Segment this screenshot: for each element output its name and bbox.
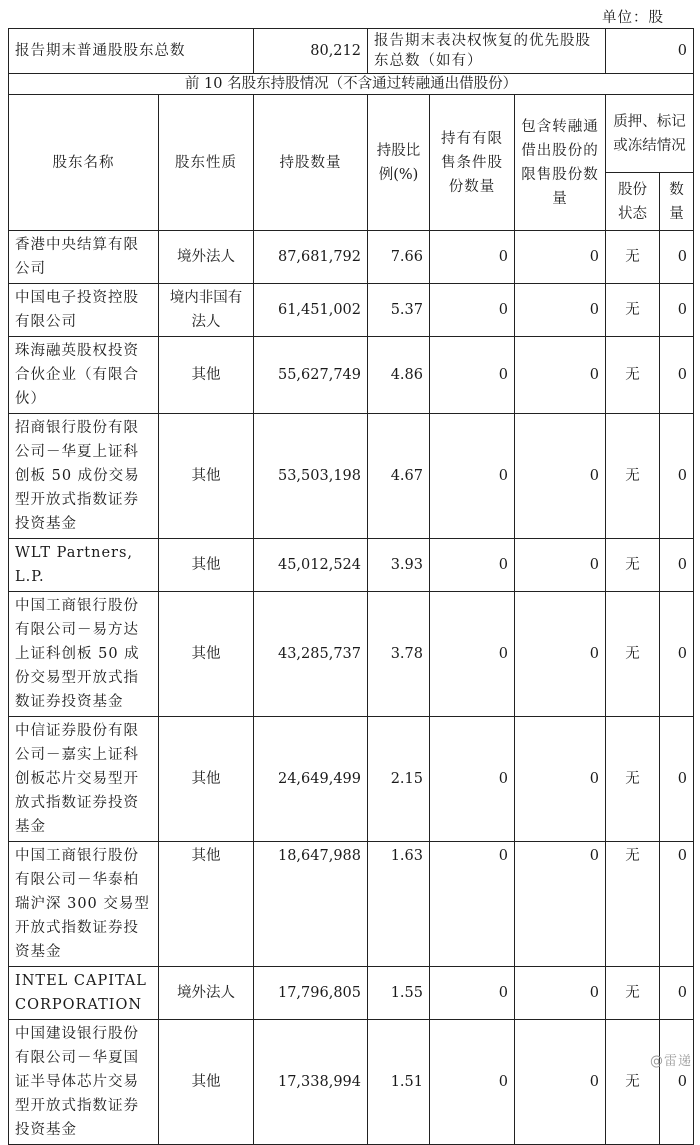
holder-nature: 其他 bbox=[159, 592, 254, 717]
pledge-qty: 0 bbox=[660, 592, 694, 717]
holder-nature: 其他 bbox=[159, 539, 254, 592]
holder-lending: 0 bbox=[515, 1020, 606, 1145]
pledge-status: 无 bbox=[606, 592, 660, 717]
holder-name: 中国建设银行股份有限公司－华夏国证半导体芯片交易型开放式指数证券投资基金 bbox=[9, 1020, 159, 1145]
holder-restricted: 0 bbox=[430, 539, 515, 592]
pledge-qty: 0 bbox=[660, 231, 694, 284]
holder-lending: 0 bbox=[515, 231, 606, 284]
holder-shares: 43,285,737 bbox=[254, 592, 368, 717]
header-nature: 股东性质 bbox=[159, 95, 254, 231]
pledge-status: 无 bbox=[606, 337, 660, 414]
pledge-qty: 0 bbox=[660, 1020, 694, 1145]
pledge-qty: 0 bbox=[660, 414, 694, 539]
holder-lending: 0 bbox=[515, 842, 606, 967]
section-title-row bbox=[9, 74, 694, 95]
holder-ratio: 3.78 bbox=[368, 592, 430, 717]
holder-ratio: 3.93 bbox=[368, 539, 430, 592]
holder-name: 香港中央结算有限公司 bbox=[9, 231, 159, 284]
holder-lending: 0 bbox=[515, 967, 606, 1020]
holder-nature: 其他 bbox=[159, 842, 254, 967]
common-holders-label: 报告期末普通股股东总数 bbox=[9, 29, 254, 74]
header-row-1 bbox=[9, 95, 694, 173]
holder-nature: 境外法人 bbox=[159, 231, 254, 284]
header-pledge: 质押、标记或冻结情况 bbox=[606, 95, 694, 173]
preferred-holders-label: 报告期末表决权恢复的优先股股东总数（如有） bbox=[368, 29, 606, 74]
holder-nature: 境外法人 bbox=[159, 967, 254, 1020]
preferred-holders-value: 0 bbox=[606, 29, 694, 74]
holder-restricted: 0 bbox=[430, 414, 515, 539]
pledge-status: 无 bbox=[606, 284, 660, 337]
pledge-status: 无 bbox=[606, 717, 660, 842]
holder-restricted: 0 bbox=[430, 337, 515, 414]
holder-name: INTEL CAPITAL CORPORATION bbox=[9, 967, 159, 1020]
holder-shares: 55,627,749 bbox=[254, 337, 368, 414]
common-holders-value: 80,212 bbox=[254, 29, 368, 74]
holder-lending: 0 bbox=[515, 414, 606, 539]
holder-name: 中国工商银行股份有限公司－华泰柏瑞沪深 300 交易型开放式指数证券投资基金 bbox=[9, 842, 159, 967]
pledge-status: 无 bbox=[606, 414, 660, 539]
holder-nature: 其他 bbox=[159, 717, 254, 842]
pledge-qty: 0 bbox=[660, 967, 694, 1020]
holder-shares: 61,451,002 bbox=[254, 284, 368, 337]
header-ratio: 持股比例(%) bbox=[368, 95, 430, 231]
holder-restricted: 0 bbox=[430, 717, 515, 842]
pledge-qty: 0 bbox=[660, 717, 694, 842]
holder-shares: 53,503,198 bbox=[254, 414, 368, 539]
section-title: 前 10 名股东持股情况（不含通过转融通出借股份） bbox=[9, 74, 694, 95]
summary-row bbox=[9, 29, 694, 74]
table-row bbox=[9, 592, 694, 717]
holder-shares: 45,012,524 bbox=[254, 539, 368, 592]
pledge-qty: 0 bbox=[660, 284, 694, 337]
holder-nature: 其他 bbox=[159, 337, 254, 414]
holder-name: WLT Partners, L.P. bbox=[9, 539, 159, 592]
unit-label: 单位：股 bbox=[602, 10, 664, 26]
watermark: @雷递 bbox=[649, 1054, 692, 1069]
pledge-status: 无 bbox=[606, 842, 660, 967]
table-row bbox=[9, 539, 694, 592]
holder-ratio: 7.66 bbox=[368, 231, 430, 284]
holder-restricted: 0 bbox=[430, 592, 515, 717]
holder-lending: 0 bbox=[515, 539, 606, 592]
table-row bbox=[9, 414, 694, 539]
holder-ratio: 1.63 bbox=[368, 842, 430, 967]
holder-name: 中国电子投资控股有限公司 bbox=[9, 284, 159, 337]
holder-shares: 17,796,805 bbox=[254, 967, 368, 1020]
holder-restricted: 0 bbox=[430, 842, 515, 967]
holder-shares: 87,681,792 bbox=[254, 231, 368, 284]
shareholder-table bbox=[8, 28, 694, 1145]
holder-restricted: 0 bbox=[430, 967, 515, 1020]
holder-lending: 0 bbox=[515, 337, 606, 414]
holder-ratio: 4.86 bbox=[368, 337, 430, 414]
holder-restricted: 0 bbox=[430, 231, 515, 284]
holder-ratio: 1.51 bbox=[368, 1020, 430, 1145]
table-row bbox=[9, 284, 694, 337]
holder-name: 中国工商银行股份有限公司－易方达上证科创板 50 成份交易型开放式指数证券投资基金 bbox=[9, 592, 159, 717]
holder-lending: 0 bbox=[515, 717, 606, 842]
holder-name: 招商银行股份有限公司－华夏上证科创板 50 成份交易型开放式指数证券投资基金 bbox=[9, 414, 159, 539]
holder-nature: 其他 bbox=[159, 1020, 254, 1145]
holder-lending: 0 bbox=[515, 592, 606, 717]
holder-shares: 17,338,994 bbox=[254, 1020, 368, 1145]
holder-nature: 其他 bbox=[159, 414, 254, 539]
table-row bbox=[9, 717, 694, 842]
holder-ratio: 2.15 bbox=[368, 717, 430, 842]
holder-name: 珠海融英股权投资合伙企业（有限合伙） bbox=[9, 337, 159, 414]
pledge-qty: 0 bbox=[660, 539, 694, 592]
table-row bbox=[9, 967, 694, 1020]
header-restricted: 持有有限售条件股份数量 bbox=[430, 95, 515, 231]
table-row bbox=[9, 842, 694, 967]
header-shares: 持股数量 bbox=[254, 95, 368, 231]
holder-ratio: 4.67 bbox=[368, 414, 430, 539]
holder-shares: 18,647,988 bbox=[254, 842, 368, 967]
table-row bbox=[9, 1020, 694, 1145]
header-lending: 包含转融通借出股份的限售股份数量 bbox=[515, 95, 606, 231]
holder-restricted: 0 bbox=[430, 284, 515, 337]
pledge-qty: 0 bbox=[660, 842, 694, 967]
header-pledge-qty: 数量 bbox=[660, 173, 694, 231]
header-name: 股东名称 bbox=[9, 95, 159, 231]
holder-nature: 境内非国有法人 bbox=[159, 284, 254, 337]
holder-restricted: 0 bbox=[430, 1020, 515, 1145]
holder-shares: 24,649,499 bbox=[254, 717, 368, 842]
pledge-qty: 0 bbox=[660, 337, 694, 414]
holder-lending: 0 bbox=[515, 284, 606, 337]
pledge-status: 无 bbox=[606, 1020, 660, 1145]
header-pledge-status: 股份状态 bbox=[606, 173, 660, 231]
holder-name: 中信证券股份有限公司－嘉实上证科创板芯片交易型开放式指数证券投资基金 bbox=[9, 717, 159, 842]
pledge-status: 无 bbox=[606, 967, 660, 1020]
holder-ratio: 1.55 bbox=[368, 967, 430, 1020]
table-row bbox=[9, 231, 694, 284]
holder-ratio: 5.37 bbox=[368, 284, 430, 337]
table-row bbox=[9, 337, 694, 414]
pledge-status: 无 bbox=[606, 231, 660, 284]
pledge-status: 无 bbox=[606, 539, 660, 592]
